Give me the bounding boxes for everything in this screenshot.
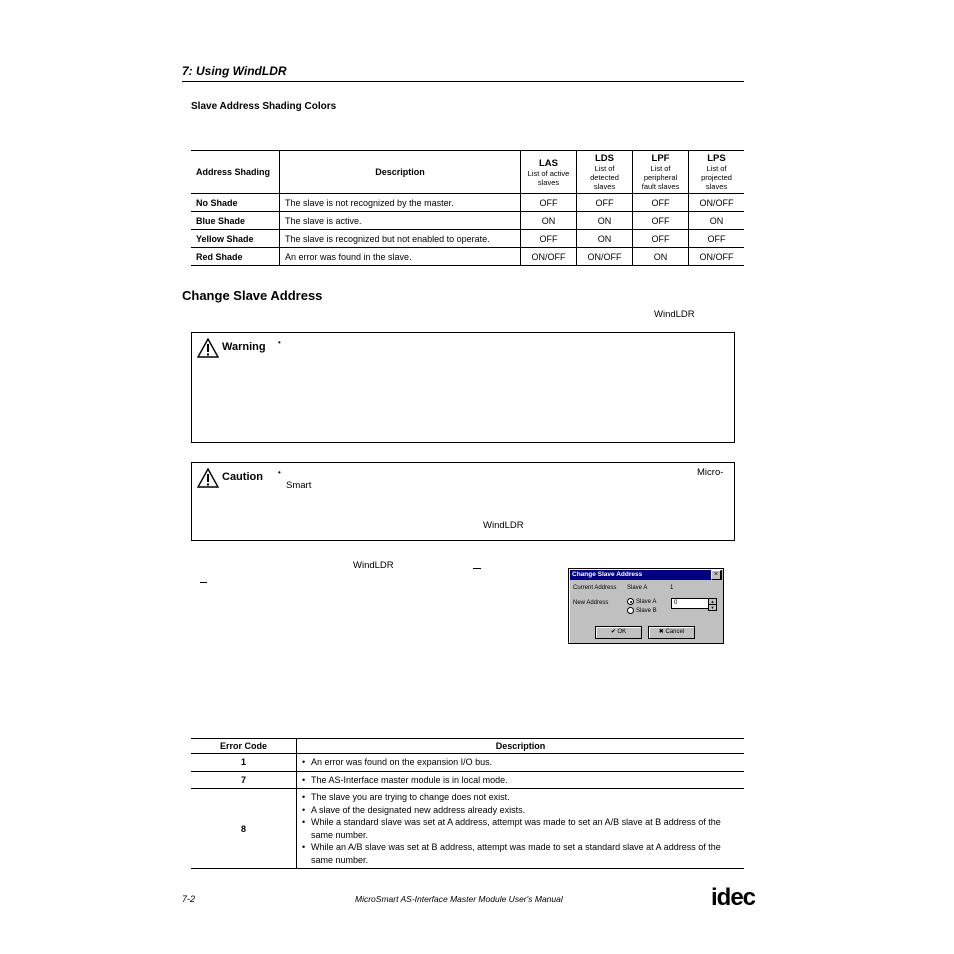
new-address-label: New Address [573,600,609,606]
current-slave: Slave A [627,585,648,591]
table-row [191,212,744,230]
lps-abbr: LPS [707,153,726,164]
error-desc-cell [297,754,745,772]
error-code-table [191,738,744,869]
lps-desc: List of projected slaves [701,164,732,191]
caution-bullet: • [278,468,281,477]
las-abbr: LAS [539,157,558,169]
table-row [191,754,744,772]
warning-triangle-icon [197,338,219,358]
las-cell: ON/OFF [521,248,577,266]
spin-down-icon[interactable]: ▼ [708,604,717,611]
las-cell: ON [521,212,577,230]
section-title-shading: Slave Address Shading Colors [191,101,337,112]
error-desc-cell [297,789,745,869]
lpf-cell: OFF [633,212,689,230]
manual-title: MicroSmart AS-Interface Master Module User's Manual [355,894,563,904]
check-icon: ✔ [610,629,618,635]
radio-slave-a[interactable] [627,598,656,605]
lds-cell: ON [577,230,633,248]
new-address-input[interactable]: 0 [671,598,709,609]
desc-cell: The slave is recognized but not enabled to operate. [280,230,521,248]
las-desc: List of active slaves [527,168,570,187]
lds-abbr: LDS [595,153,614,164]
ok-button[interactable] [595,626,642,639]
error-code-cell: 1 [191,754,297,772]
lds-cell: OFF [577,194,633,212]
change-slave-address-dialog [568,568,724,644]
idec-logo: idec [711,884,756,911]
radio-selected-icon [627,598,634,605]
radio-empty-icon [627,607,634,614]
caution-windldr: WindLDR [483,520,524,531]
caution-label: Caution [222,471,263,483]
table-row [191,789,744,869]
col-lps [689,151,745,194]
warning-box [191,332,735,443]
spin-up-icon[interactable]: ▲ [708,598,717,605]
x-icon: ✖ [658,629,666,635]
col-lds [577,151,633,194]
list-item: • The AS-Interface master module is in local mode. [302,774,739,787]
section-title-change: Change Slave Address [182,288,323,303]
desc-cell: The slave is not recognized by the master. [280,194,521,212]
desc-cell: The slave is active. [280,212,521,230]
table-row [191,248,744,266]
cancel-button[interactable] [648,626,695,639]
list-item: • An error was found on the expansion I/O bus. [302,756,739,769]
shading-table [191,150,744,266]
ok-label: OK [617,629,627,635]
lps-cell: ON [689,212,745,230]
radio-slave-b[interactable] [627,607,657,614]
col-las [521,151,577,194]
radio-slave-a-label: Slave A [636,598,657,605]
shade-cell: Yellow Shade [191,230,280,248]
lpf-cell: OFF [633,194,689,212]
table-row [191,771,744,789]
current-value: 1 [670,585,674,591]
error-code-cell: 8 [191,789,297,869]
col-error-code: Error Code [191,739,297,754]
list-item: • While a standard slave was set at A address, attempt was made to set an A/B slave at B address of the same number. [302,816,739,841]
radio-slave-b-label: Slave B [636,607,657,614]
error-desc-cell [297,771,745,789]
las-cell: OFF [521,230,577,248]
close-icon[interactable]: × [711,570,721,580]
desc-cell: An error was found in the slave. [280,248,521,266]
lps-cell: OFF [689,230,745,248]
list-item: • A slave of the designated new address already exists. [302,804,739,817]
col-lpf [633,151,689,194]
lpf-abbr: LPF [651,153,670,164]
body-underline-mark [473,568,481,569]
caution-triangle-icon [197,468,219,488]
lds-desc: List of detected slaves [590,164,619,191]
shade-cell: No Shade [191,194,280,212]
lds-cell: ON/OFF [577,248,633,266]
chapter-title: 7: Using WindLDR [182,64,287,78]
col-error-description: Description [297,739,745,754]
list-item: • While an A/B slave was set at B address, attempt was made to set a standard slave at A address of the same number. [302,841,739,866]
shade-cell: Red Shade [191,248,280,266]
cancel-label: Cancel [665,629,685,635]
col-description: Description [280,151,521,194]
error-code-cell: 7 [191,771,297,789]
list-item: • The slave you are trying to change does not exist. [302,791,739,804]
header-rule [182,81,744,82]
windldr-ref: WindLDR [654,309,695,320]
lpf-cell: ON [633,248,689,266]
current-address-label: Current Address [573,585,617,591]
lpf-desc: List of peripheral fault slaves [641,164,680,191]
col-address-shading: Address Shading [191,151,280,194]
warning-label: Warning [222,341,266,353]
lpf-cell: OFF [633,230,689,248]
lps-cell: ON/OFF [689,194,745,212]
page-number: 7-2 [182,894,196,904]
dialog-title: Change Slave Address [570,570,722,580]
table-row [191,230,744,248]
caution-box [191,462,735,541]
body-underline-mark [200,582,207,583]
warning-bullet: • [278,338,281,347]
caution-micro: Micro- [697,467,724,478]
shade-cell: Blue Shade [191,212,280,230]
body-windldr: WindLDR [353,560,394,571]
caution-smart: Smart [286,480,312,491]
las-cell: OFF [521,194,577,212]
lps-cell: ON/OFF [689,248,745,266]
lds-cell: ON [577,212,633,230]
table-row [191,194,744,212]
